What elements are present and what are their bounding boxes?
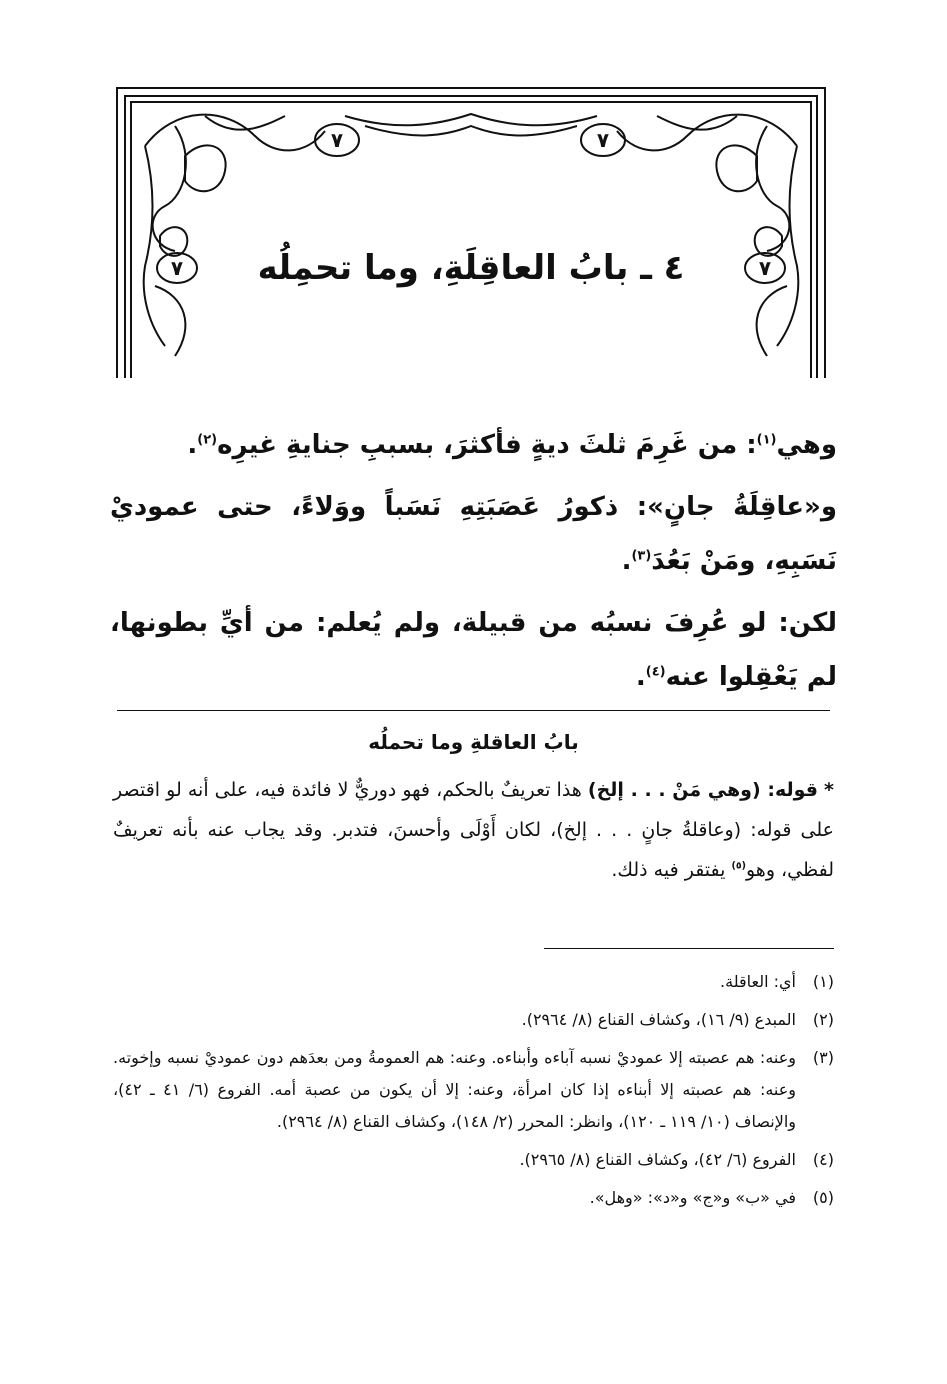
footnote-ref-4[interactable]: (٤) bbox=[645, 664, 666, 680]
commentary-section bbox=[113, 722, 834, 890]
footnote-4 bbox=[113, 1144, 834, 1176]
footnote-text: أي: العاقلة. bbox=[720, 972, 796, 991]
footnote-text: الفروع (٦/ ٤٢)، وكشاف القناع (٨/ ٢٩٦٥). bbox=[519, 1150, 796, 1169]
ornament-border bbox=[115, 86, 827, 378]
main-p3-text-a: لكن: لو عُرِفَ نسبُه من قبيلة، ولم يُعلم: من أيِّ بطونها، لم يَعْقِلوا عنه bbox=[110, 608, 837, 692]
footnote-ref-2[interactable]: (٢) bbox=[197, 432, 218, 448]
footnote-ref-3[interactable]: (٣) bbox=[631, 548, 652, 564]
footnote-number: (٤) bbox=[812, 1150, 834, 1169]
svg-text:٧: ٧ bbox=[330, 128, 344, 152]
footnote-number: (٢) bbox=[812, 1010, 834, 1029]
chapter-header-frame bbox=[115, 86, 827, 378]
chapter-title: ٤ ـ بابُ العاقِلَةِ، وما تحمِلُه bbox=[257, 248, 685, 288]
main-text bbox=[110, 418, 837, 704]
main-p2-text-b: . bbox=[621, 546, 632, 576]
main-p1-text-c: . bbox=[187, 430, 198, 460]
footnote-ref-5[interactable]: (٥) bbox=[731, 860, 746, 872]
footnotes-divider bbox=[544, 948, 834, 949]
main-paragraph-1 bbox=[110, 418, 837, 472]
main-paragraph-2 bbox=[110, 480, 837, 588]
commentary-divider bbox=[117, 710, 830, 711]
footnote-2 bbox=[113, 1004, 834, 1036]
svg-text:٧: ٧ bbox=[596, 128, 610, 152]
footnote-text: في «ب» و«ج» و«د»: «وهل». bbox=[589, 1188, 796, 1207]
main-p1-text-a: وهي bbox=[776, 430, 837, 460]
svg-text:٧: ٧ bbox=[170, 256, 184, 280]
star-icon: * bbox=[824, 779, 834, 801]
footnotes-list bbox=[113, 966, 834, 1220]
footnote-number: (١) bbox=[812, 972, 834, 991]
footnote-5 bbox=[113, 1182, 834, 1214]
commentary-text-1: هذا تعريفٌ بالحكم، فهو دوريٌّ لا فائدة فيه، على أنه لو اقتصر على قوله: (وعاقلةُ جانٍ . . . إلخ)، لكان أَوْلَى وأحسنَ، فتدبر. وقد يجاب عنه بأنه تعريفٌ لفظي، وهو bbox=[113, 779, 834, 881]
commentary-paragraph bbox=[113, 770, 834, 890]
commentary-text-2: يفتقر فيه ذلك. bbox=[611, 859, 732, 881]
commentary-lead: قوله: (وهي مَنْ . . . إلخ) bbox=[587, 779, 818, 801]
footnote-text: المبدع (٩/ ١٦)، وكشاف القناع (٨/ ٢٩٦٤). bbox=[521, 1010, 796, 1029]
commentary-heading: بابُ العاقلةِ وما تحملُه bbox=[368, 730, 579, 754]
main-paragraph-3 bbox=[110, 596, 837, 704]
main-p1-text-b: : من غَرِمَ ثلثَ ديةٍ فأكثرَ، بسببِ جنايةِ غيرِه bbox=[217, 430, 757, 460]
footnote-text: وعنه: هم عصبته إلا عموديْ نسبه آباءه وأبناءه. وعنه: هم العمومةُ ومن بعدَهم دون عموديْ نسبه وإخوته. وعنه: هم عصبته إلا أبناءه إذا كان امرأة، وعنه: إلا أن يكون من عصبة أمه. الفروع (٦/ ٤١ ـ ٤٢)، والإنصاف (١٠/ ١١٩ ـ ١٢٠)، وانظر: المحرر (٢/ ١٤٨)، وكشاف القناع (٨/ ٢٩٦٤). bbox=[113, 1048, 797, 1131]
footnote-1 bbox=[113, 966, 834, 998]
main-p2-text-a: و«عاقِلَةُ جانٍ»: ذكورُ عَصَبَتِهِ نَسَباً ووَلاءً، حتى عموديْ نَسَبِهِ، ومَنْ بَعُدَ bbox=[110, 492, 837, 576]
main-p3-text-b: . bbox=[635, 662, 646, 692]
footnote-number: (٣) bbox=[812, 1048, 834, 1067]
svg-text:٧: ٧ bbox=[758, 256, 772, 280]
footnote-ref-1[interactable]: (١) bbox=[756, 432, 777, 448]
footnote-number: (٥) bbox=[812, 1188, 834, 1207]
footnote-3 bbox=[113, 1042, 834, 1138]
